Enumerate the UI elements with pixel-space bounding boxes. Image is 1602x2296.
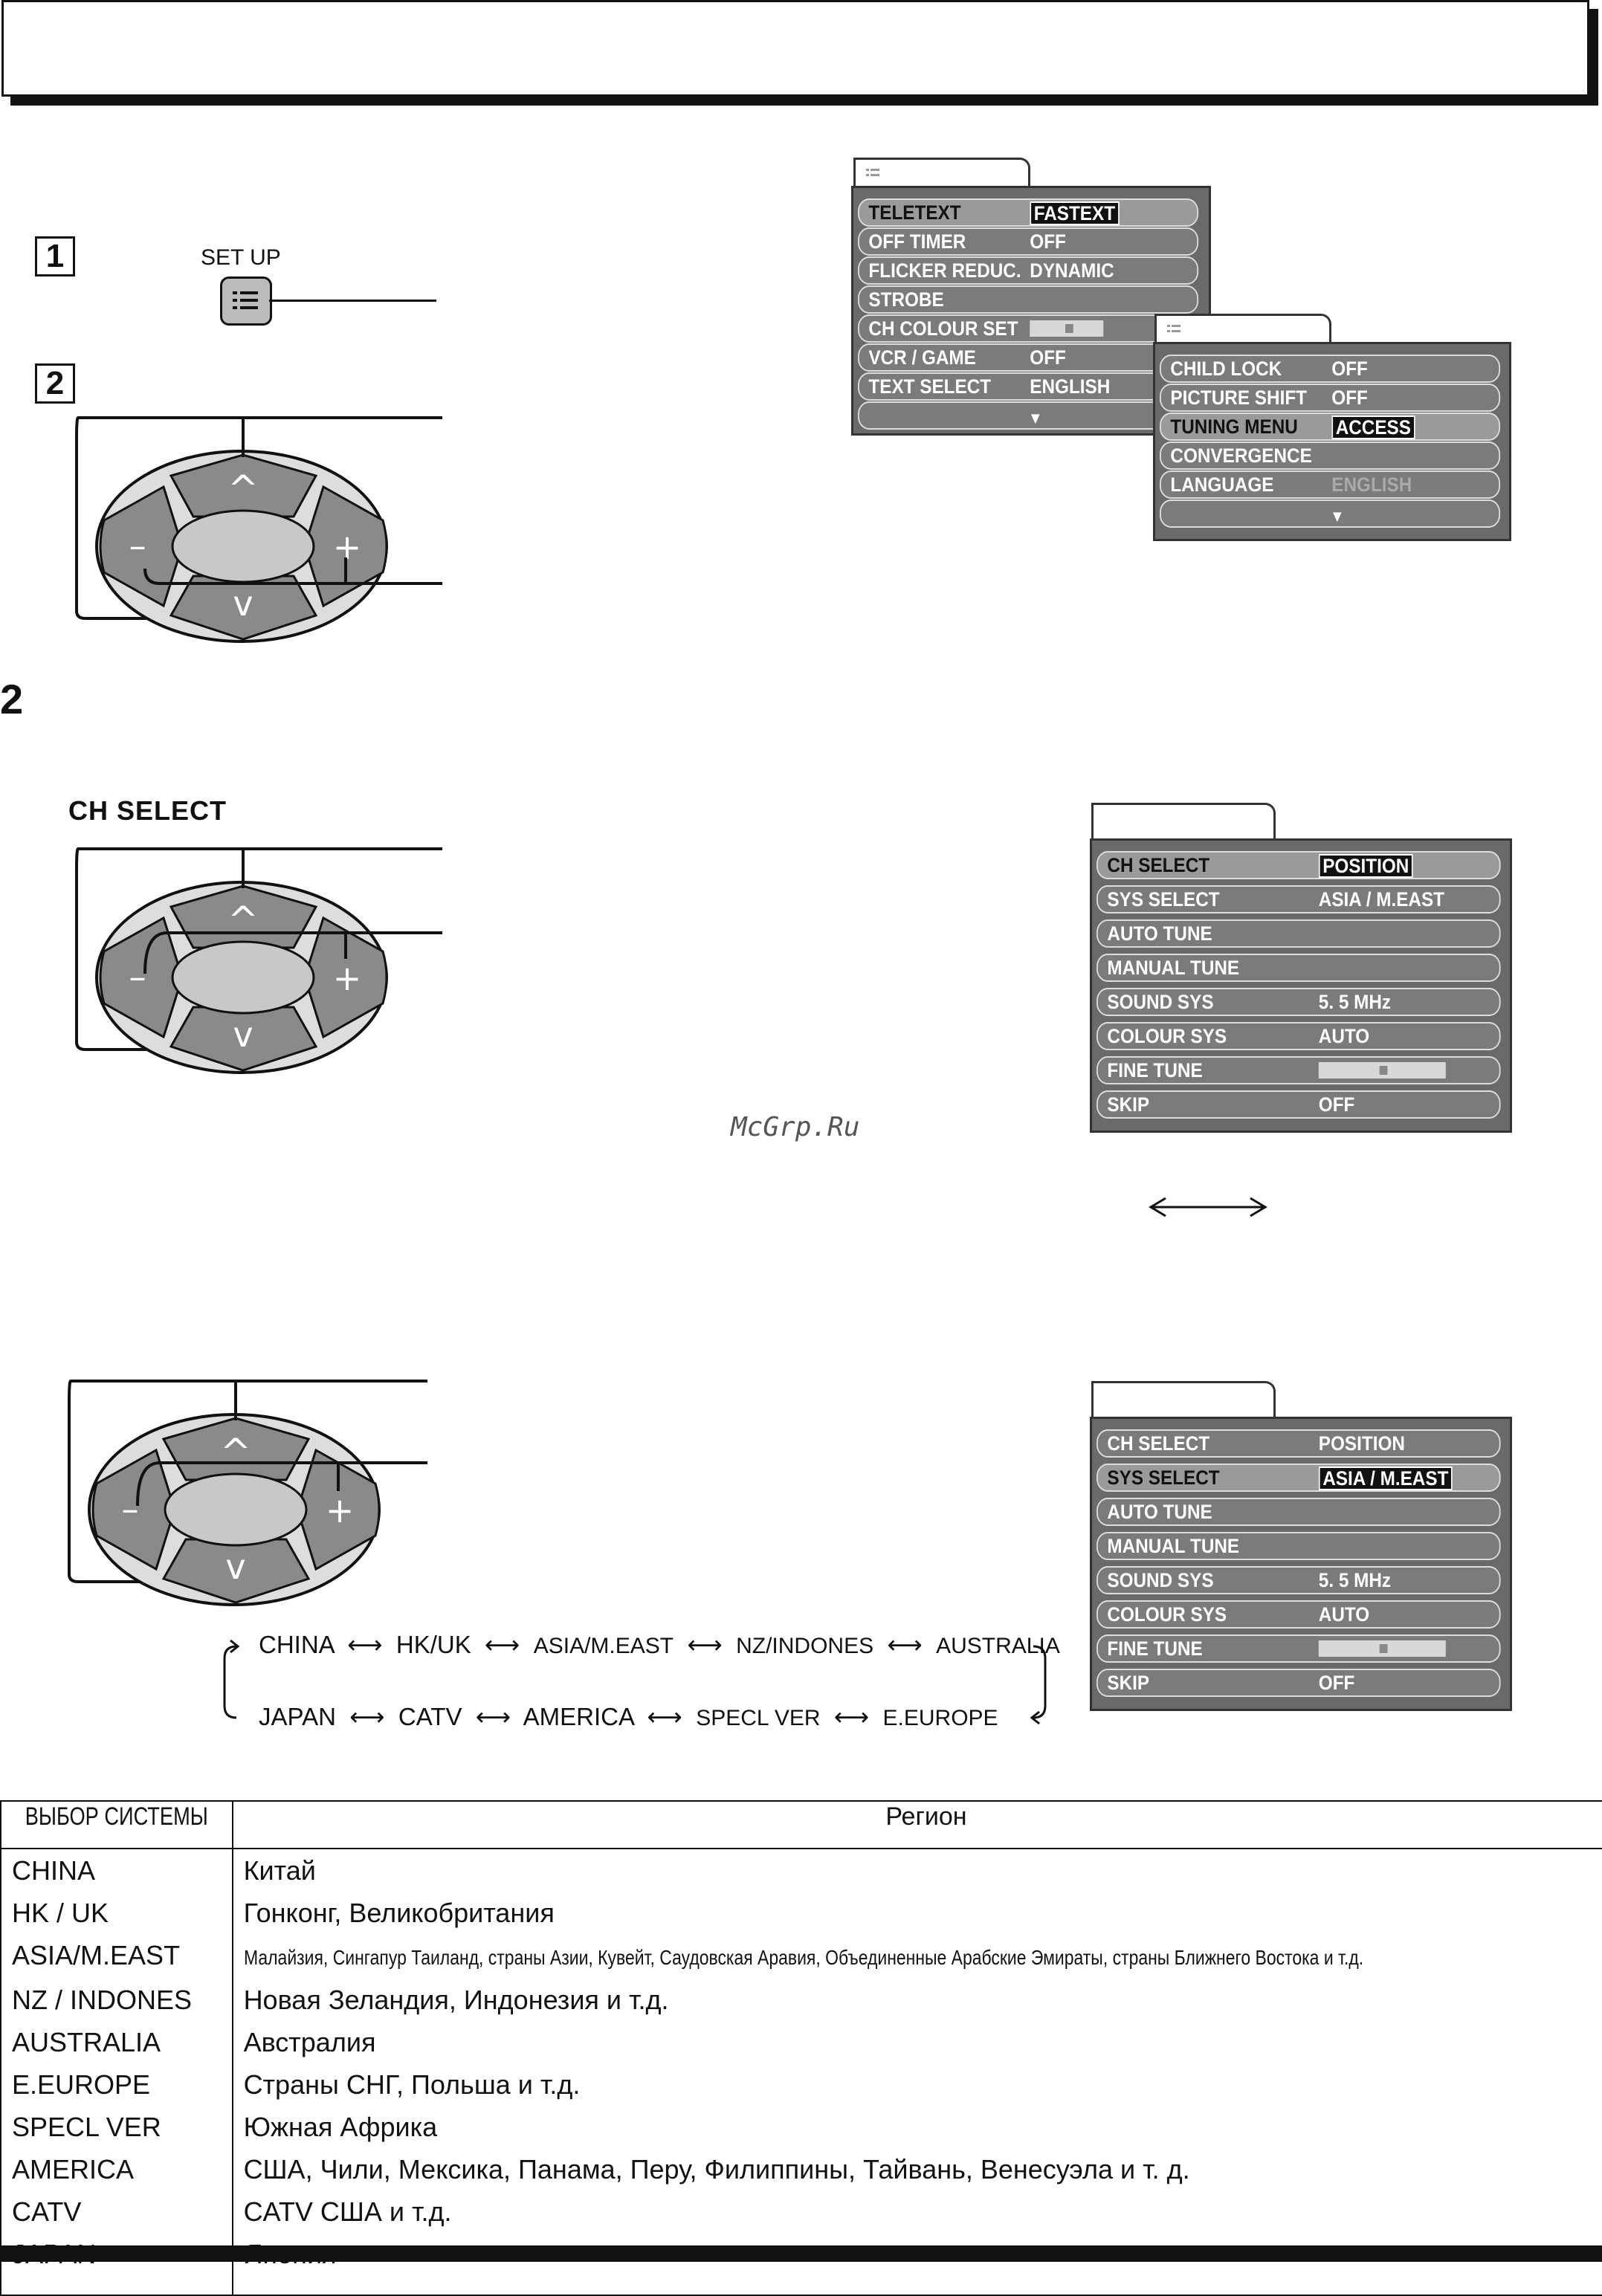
menu-row-label: LANGUAGE	[1170, 473, 1274, 496]
cycle-item: NZ/INDONES	[736, 1634, 874, 1658]
menu-row-label: STROBE	[868, 288, 944, 311]
region-cell	[233, 2148, 1602, 2190]
cycle-item: JAPAN	[259, 1703, 336, 1730]
setup-menu-tab	[853, 158, 1030, 190]
region-cell	[233, 2106, 1602, 2148]
menu-row[interactable]	[1096, 1669, 1501, 1697]
menu-row[interactable]	[1096, 1464, 1501, 1492]
menu-row[interactable]	[858, 198, 1198, 227]
adjust-bar	[1319, 1062, 1446, 1079]
menu-row[interactable]	[1096, 954, 1501, 982]
arrow-icon: ⟷	[827, 1703, 876, 1730]
menu-list-icon	[222, 279, 270, 323]
menu-row-value: OFF	[1331, 387, 1368, 409]
region-text: Китай	[243, 1855, 316, 1886]
adjust-bar	[1030, 320, 1103, 337]
region-text: Страны СНГ, Польша и т.д.	[243, 2069, 581, 2100]
system-cell: HK / UK	[1, 1892, 233, 1934]
remote-pad-3[interactable]	[63, 1380, 435, 1617]
region-text: CATV США и т.д.	[243, 2196, 452, 2227]
menu-row[interactable]	[1096, 851, 1501, 879]
tuning-menu-tab	[1091, 803, 1276, 842]
menu-row-label: TELETEXT	[868, 201, 961, 224]
menu-row-value: ASIA / M.EAST	[1318, 888, 1445, 911]
menu-row-label: SKIP	[1107, 1093, 1150, 1116]
menu-row[interactable]	[858, 343, 1198, 372]
remote-pad-2[interactable]	[71, 847, 442, 1085]
menu-row-value: ASIA / M.EAST	[1319, 1466, 1453, 1490]
tuning-menu-2-tab	[1091, 1381, 1276, 1420]
setup-callout-line	[269, 300, 436, 302]
system-cell: CHINA	[1, 1849, 233, 1892]
menu-row-value: 5. 5 MHz	[1318, 991, 1392, 1013]
menu-row[interactable]	[1096, 1634, 1501, 1663]
system-cell: ASIA/M.EAST	[1, 1934, 233, 1979]
svg-text:+: +	[332, 958, 362, 998]
menu-row-label: SKIP	[1107, 1672, 1150, 1694]
cycle-item: CHINA	[259, 1631, 334, 1658]
system-cell: NZ / INDONES	[1, 1979, 233, 2021]
table-row	[1, 2190, 1602, 2233]
menu-row[interactable]	[1096, 1429, 1501, 1458]
cycle-item: E.EUROPE	[882, 1706, 998, 1730]
menu-row-value: OFF	[1030, 230, 1066, 253]
cycle-item: AUSTRALIA	[936, 1634, 1060, 1658]
menu-row[interactable]	[1160, 470, 1500, 499]
region-cell	[233, 2233, 1602, 2295]
svg-text:+: +	[332, 527, 362, 567]
menu-row-value: POSITION	[1318, 1432, 1405, 1455]
menu-row-value: OFF	[1318, 1672, 1355, 1694]
triangle-down-icon: ▼	[1028, 409, 1043, 427]
ch-select-title: CH SELECT	[68, 795, 227, 826]
menu-list-icon	[856, 160, 885, 185]
triangle-down-icon: ▼	[1330, 507, 1345, 526]
menu-row-label: CH COLOUR SET	[868, 317, 1018, 340]
menu-row-label: CH SELECT	[1107, 1432, 1210, 1455]
menu-row-label: SOUND SYS	[1107, 991, 1214, 1013]
svg-text:^: ^	[227, 899, 259, 942]
menu-row[interactable]	[1096, 1532, 1501, 1560]
table-row	[1, 2063, 1602, 2106]
region-text: Гонконг, Великобритания	[243, 1898, 555, 1928]
menu-row-label: FINE TUNE	[1107, 1637, 1203, 1660]
more-row[interactable]	[1160, 499, 1500, 528]
menu-row-value: FASTEXT	[1030, 201, 1119, 225]
menu-row[interactable]	[1096, 1022, 1501, 1050]
system-cell: AUSTRALIA	[1, 2021, 233, 2063]
region-cell	[233, 1934, 1602, 1979]
header-box	[1, 0, 1589, 97]
system-cell: CATV	[1, 2190, 233, 2233]
region-text: Австралия	[243, 2027, 376, 2057]
system-cell: E.EUROPE	[1, 2063, 233, 2106]
cycle-top-row	[259, 1630, 1060, 1659]
table-row	[1, 1892, 1602, 1934]
menu-row-label: SYS SELECT	[1107, 888, 1220, 911]
arrow-icon: ⟷	[680, 1631, 729, 1658]
menu-row[interactable]	[858, 285, 1198, 314]
menu-row-label: CHILD LOCK	[1170, 358, 1282, 380]
tuning-menu-2-panel	[1090, 1417, 1512, 1711]
section-number: 2	[0, 676, 24, 722]
menu-row-label: SOUND SYS	[1107, 1569, 1214, 1591]
arrow-icon: ⟷	[477, 1631, 527, 1658]
menu-row[interactable]	[858, 372, 1198, 401]
table-row	[1, 1979, 1602, 2021]
svg-text:–: –	[129, 957, 146, 997]
region-cell	[233, 2190, 1602, 2233]
region-cell	[233, 2063, 1602, 2106]
region-text: Южная Африка	[243, 2112, 438, 2142]
menu-row-label: FLICKER REDUC.	[868, 259, 1021, 282]
menu-row-label: TUNING MENU	[1170, 415, 1298, 438]
table-row	[1, 1849, 1602, 1892]
table-row	[1, 1934, 1602, 1979]
region-text: Малайзия, Сингапур Таиланд, страны Азии, Кувейт, Саудовская Аравия, Объединенные Арабские Эмираты, страны Ближнего Востока и т.д.	[243, 1946, 1363, 1969]
menu-row-label: CH SELECT	[1107, 854, 1210, 876]
menu-row[interactable]	[858, 227, 1198, 256]
menu-row-value: 5. 5 MHz	[1318, 1569, 1392, 1591]
region-cell	[233, 1979, 1602, 2021]
remote-pad-1[interactable]	[71, 416, 442, 654]
svg-text:+: +	[325, 1490, 355, 1530]
menu-row-value: OFF	[1030, 346, 1066, 369]
svg-text:–: –	[129, 526, 146, 566]
menu-row[interactable]	[1096, 1566, 1501, 1594]
menu-row-value: OFF	[1318, 1093, 1355, 1116]
setup-button[interactable]	[220, 277, 272, 326]
region-cell	[233, 1892, 1602, 1934]
menu-row-value: ACCESS	[1331, 415, 1415, 439]
table-header-system: ВЫБОР СИСТЕМЫ	[1, 1801, 233, 1849]
menu-row-label: TEXT SELECT	[868, 375, 992, 398]
more-row[interactable]	[858, 401, 1198, 430]
setup-label: SET UP	[201, 245, 281, 270]
menu-row[interactable]	[1096, 1056, 1501, 1084]
menu-row-value: ENGLISH	[1030, 375, 1111, 398]
menu-row[interactable]	[1096, 1600, 1501, 1629]
svg-text:–: –	[121, 1489, 139, 1529]
setup-menu-2-panel	[1153, 342, 1511, 541]
menu-row-label: AUTO TUNE	[1107, 1501, 1212, 1523]
menu-row-label: OFF TIMER	[868, 230, 966, 253]
svg-text:v: v	[233, 583, 253, 624]
menu-row-label: CONVERGENCE	[1170, 444, 1312, 467]
double-arrow-icon	[1145, 1192, 1271, 1222]
cycle-item: ASIA/M.EAST	[533, 1634, 674, 1658]
region-text: США, Чили, Мексика, Панама, Перу, Филиппины, Тайвань, Венесуэла и т. д.	[243, 2154, 1190, 2185]
menu-row[interactable]	[1096, 1498, 1501, 1526]
svg-text:^: ^	[227, 468, 259, 511]
footer-bar	[0, 2245, 1602, 2262]
menu-row[interactable]	[1096, 919, 1501, 948]
setup-menu-2-tab	[1154, 314, 1331, 346]
table-row	[1, 2233, 1602, 2295]
menu-row-label: AUTO TUNE	[1107, 922, 1212, 945]
menu-row-value: OFF	[1331, 358, 1368, 380]
adjust-bar	[1319, 1640, 1446, 1657]
menu-row-value: DYNAMIC	[1030, 259, 1114, 282]
system-cell: AMERICA	[1, 2148, 233, 2190]
menu-row-label: MANUAL TUNE	[1107, 1535, 1240, 1557]
region-text: Новая Зеландия, Индонезия и т.д.	[243, 1985, 669, 2015]
step-2-number: 2	[35, 363, 75, 404]
table-row	[1, 2148, 1602, 2190]
svg-text:v: v	[233, 1015, 253, 1055]
menu-row-value: POSITION	[1319, 854, 1413, 878]
arrow-icon: ⟷	[468, 1703, 518, 1730]
menu-row-label: COLOUR SYS	[1107, 1025, 1227, 1047]
arrow-icon: ⟷	[880, 1631, 929, 1658]
cycle-item: AMERICA	[523, 1703, 634, 1730]
menu-row[interactable]	[1160, 355, 1500, 383]
menu-row-label: FINE TUNE	[1107, 1059, 1203, 1081]
cycle-item: SPECL VER	[696, 1706, 821, 1730]
menu-row-label: VCR / GAME	[868, 346, 976, 369]
arrow-icon: ⟷	[343, 1703, 392, 1730]
tuning-menu-panel	[1090, 838, 1512, 1133]
menu-row[interactable]	[858, 314, 1198, 343]
svg-text:v: v	[225, 1547, 246, 1587]
menu-row[interactable]	[1160, 384, 1500, 412]
arrow-icon: ⟷	[640, 1703, 690, 1730]
menu-row-label: PICTURE SHIFT	[1170, 387, 1308, 409]
menu-row-label: MANUAL TUNE	[1107, 957, 1240, 979]
menu-row[interactable]	[858, 256, 1198, 285]
menu-row-value: ENGLISH	[1331, 473, 1412, 496]
menu-row-label: SYS SELECT	[1107, 1466, 1220, 1489]
menu-row[interactable]	[1160, 442, 1500, 470]
table-header-region: Регион	[233, 1801, 1602, 1849]
arrow-icon: ⟷	[340, 1631, 390, 1658]
step-1-number: 1	[35, 236, 75, 277]
menu-row[interactable]	[1096, 988, 1501, 1016]
menu-list-icon	[1157, 316, 1186, 341]
system-cell	[1, 2233, 233, 2295]
region-cell	[233, 1849, 1602, 1892]
menu-row[interactable]	[1160, 413, 1500, 441]
system-cell: SPECL VER	[1, 2106, 233, 2148]
table-row	[1, 2021, 1602, 2063]
svg-text:^: ^	[220, 1431, 251, 1474]
cycle-item: CATV	[398, 1703, 462, 1730]
region-table	[0, 1800, 1602, 2296]
menu-row-value: AUTO	[1318, 1603, 1370, 1626]
menu-row-value: AUTO	[1318, 1025, 1370, 1047]
cycle-item: HK/UK	[395, 1631, 471, 1658]
table-row	[1, 2106, 1602, 2148]
menu-row[interactable]	[1096, 1090, 1501, 1119]
menu-row[interactable]	[1096, 885, 1501, 913]
cycle-bottom-row	[259, 1702, 998, 1731]
menu-row-label: COLOUR SYS	[1107, 1603, 1227, 1626]
region-cell	[233, 2021, 1602, 2063]
watermark: McGrp.Ru	[731, 1112, 860, 1142]
